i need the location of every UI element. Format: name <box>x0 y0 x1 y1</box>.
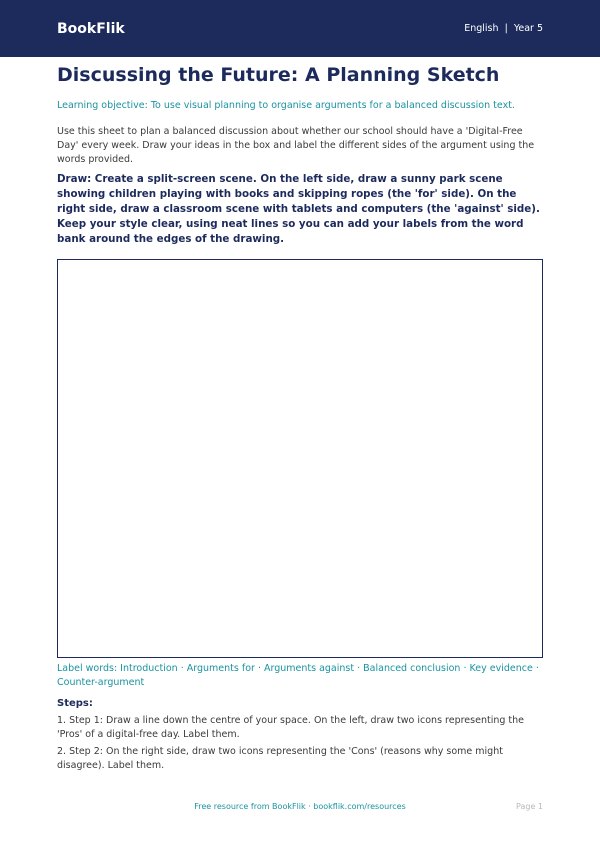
header-bar <box>0 0 600 57</box>
intro-text: Use this sheet to plan a balanced discussion about whether our school should have a 'Digital-Free Day' every week. Draw your ideas in the box and label the different sides of the argument using the words provided. <box>57 126 535 165</box>
separator: | <box>504 23 508 34</box>
draw-instruction: Draw: Create a split-screen scene. On the left side, draw a sunny park scene showing children playing with books and skipping ropes (the 'for' side). On the right side, draw a classroom scene with tablets and computers (the 'against' side). Keep your style clear, using neat lines so you can add your labels from the word bank around the edges of the drawing. <box>57 173 540 245</box>
brand-logo: BookFlik <box>57 20 125 37</box>
year-label: Year 5 <box>513 23 543 34</box>
footer-text: Free resource from BookFlik · bookflik.com/resources <box>194 802 406 811</box>
subject-year <box>464 23 543 34</box>
label-word-bank: Label words: Introduction · Arguments for · Arguments against · Balanced conclusion · Key evidence · Counter-argument <box>57 663 539 688</box>
learning-objective: Learning objective: To use visual planning to organise arguments for a balanced discussion text. <box>57 100 515 111</box>
page-title: Discussing the Future: A Planning Sketch <box>57 64 500 86</box>
page-number: Page 1 <box>516 802 543 811</box>
step-item: 2. Step 2: On the right side, draw two icons representing the 'Cons' (reasons why some might disagree). Label them. <box>57 746 503 771</box>
steps-list <box>57 714 543 776</box>
drawing-box[interactable] <box>57 259 543 658</box>
subject-label: English <box>464 23 499 34</box>
step-item: 1. Step 1: Draw a line down the centre of your space. On the left, draw two icons representing the 'Pros' of a digital-free day. Label them. <box>57 715 524 740</box>
steps-heading: Steps: <box>57 698 93 709</box>
